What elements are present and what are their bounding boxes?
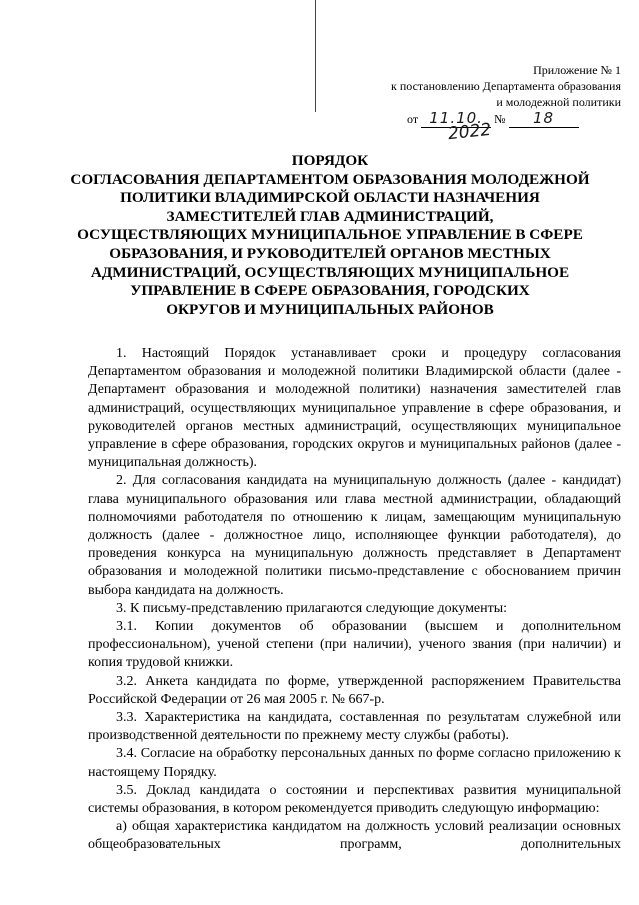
title-line-8: УПРАВЛЕНИЕ В СФЕРЕ ОБРАЗОВАНИЯ, ГОРОДСКИХ: [130, 282, 530, 300]
appendix-line-1: Приложение № 1: [533, 63, 621, 77]
handwritten-number: 18: [533, 109, 555, 127]
date-prefix: от: [407, 112, 419, 126]
paragraph-3-4: 3.4. Согласие на обработку персональных данных по форме согласно приложению к настоящему Порядку.: [88, 746, 621, 780]
document-title: [30, 152, 630, 319]
appendix-header: [361, 62, 621, 128]
appendix-line-3: и молодежной политики: [496, 95, 621, 109]
title-line-7: АДМИНИСТРАЦИЙ, ОСУЩЕСТВЛЯЮЩИХ МУНИЦИПАЛЬНОЕ: [90, 263, 570, 281]
title-line-3: ПОЛИТИКИ ВЛАДИМИРСКОЙ ОБЛАСТИ НАЗНАЧЕНИЯ: [120, 189, 540, 207]
title-line-5: ОСУЩЕСТВЛЯЮЩИХ МУНИЦИПАЛЬНОЕ УПРАВЛЕНИЕ В СФЕРЕ: [77, 226, 583, 244]
paragraph-3-3: 3.3. Характеристика на кандидата, составленная по результатам служебной или производственной деятельности по прежнему месту службы (работы).: [88, 710, 621, 744]
title-line-2: СОГЛАСОВАНИЯ ДЕПАРТАМЕНТОМ ОБРАЗОВАНИЯ МОЛОДЕЖНОЙ: [70, 170, 590, 188]
paragraph-1: 1. Настоящий Порядок устанавливает сроки и процедуру согласования Департаментом образования и молодежной политики Владимирской области (далее - Департамент образования и молодежной политики) назначения заместителей глав администраций, осуществляющих муниципальное управление в сфере образования, и руководителей органов местных администраций, осуществляющих муниципальное управление в сфере образования, городских округов и муниципальных районов (далее - муниципальная должность).: [88, 346, 621, 471]
title-line-4: ЗАМЕСТИТЕЛЕЙ ГЛАВ АДМИНИСТРАЦИЙ,: [166, 207, 494, 225]
document-body: [88, 345, 621, 855]
title-line-1: ПОРЯДОК: [291, 152, 369, 169]
paragraph-3: 3. К письму-представлению прилагаются следующие документы:: [116, 600, 508, 616]
paragraph-3-5: 3.5. Доклад кандидата о состоянии и перспективах развития муниципальной системы образования, в котором рекомендуется приводить следующую информацию:: [88, 782, 621, 817]
paragraph-2: 2. Для согласования кандидата на муниципальную должность (далее - кандидат) глава муниципального образования или глава местной администрации, обладающий полномочиями работодателя по отношению к лицам, замещающим муниципальную должность (далее - должностное лицо, исполняющее функции работодателя), до проведения конкурса на муниципальную должность представляет в Департамент образования и молодежной политики письмо-представление с обоснованием причин выбора кандидата на должность.: [88, 473, 621, 598]
paragraph-3-2: 3.2. Анкета кандидата по форме, утвержденной распоряжением Правительства Российской Федерации от 26 мая 2005 г. № 667-р.: [88, 673, 621, 707]
handwritten-year: 2022: [447, 119, 493, 145]
title-line-9: ОКРУГОВ И МУНИЦИПАЛЬНЫХ РАЙОНОВ: [166, 300, 494, 318]
appendix-line-2: к постановлению Департамента образования: [391, 79, 621, 93]
paragraph-3-1: 3.1. Копии документов об образовании (высшем и дополнительном профессиональном), ученой степени (при наличии), ученого звания (при наличии) и копия трудовой книжки.: [88, 619, 621, 671]
title-line-6: ОБРАЗОВАНИЯ, И РУКОВОДИТЕЛЕЙ ОРГАНОВ МЕСТНЫХ: [109, 244, 551, 262]
appendix-date-line: [361, 110, 621, 128]
fold-line: [315, 0, 316, 112]
handwritten-date: 11.10.: [429, 109, 483, 127]
paragraph-a: а) общая характеристика кандидатом на должность условий реализации основных общеобразовательных программ, дополнительных: [88, 819, 621, 853]
number-prefix: №: [494, 112, 506, 126]
